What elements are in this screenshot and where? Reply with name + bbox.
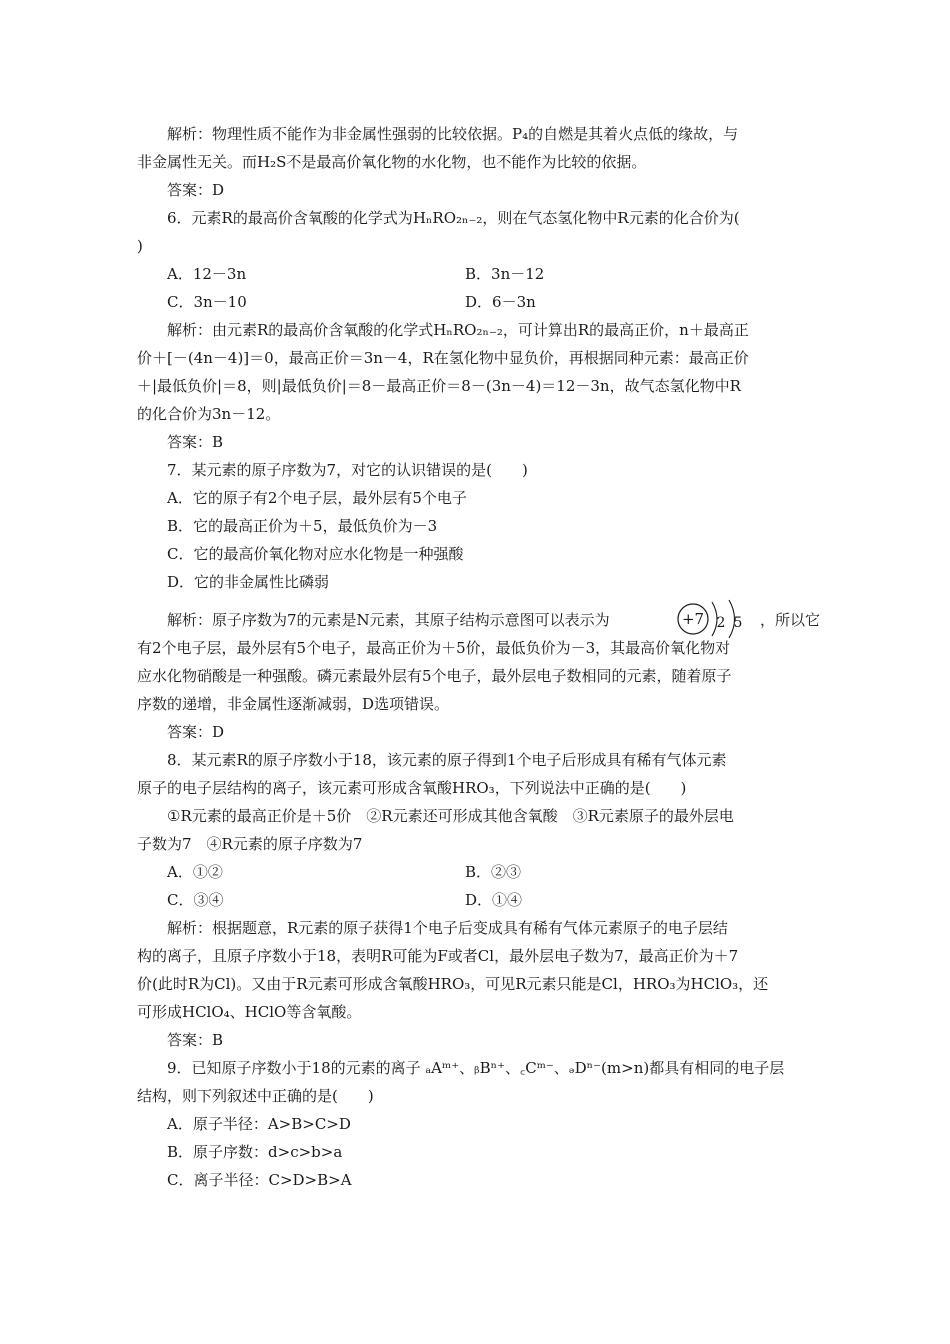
q7-analysis-line-1b: ，所以它 xyxy=(760,611,821,629)
nucleus-charge: +7 xyxy=(681,610,705,628)
q8-analysis-line-2: 构的离子，且原子序数小于18，表明R可能为F或者Cl，最外层电子数为7，最高正价为＋7 xyxy=(137,947,739,965)
q7-option-a: A．它的原子有2个电子层，最外层有5个电子 xyxy=(167,489,467,507)
q7-option-b: B．它的最高正价为＋5，最低负价为－3 xyxy=(167,517,438,535)
q5-answer: 答案：D xyxy=(167,181,225,199)
q8-option-b: B．②③ xyxy=(465,863,522,881)
q8-stem-line-2: 原子的电子层结构的离子，该元素可形成含氧酸HRO₃，下列说法中正确的是( ) xyxy=(137,779,687,797)
q8-statements-line-1: ①R元素的最高正价是＋5价 ②R元素还可形成其他含氧酸 ③R元素原子的最外层电 xyxy=(167,807,734,825)
q9-stem-line-1: 9．已知原子序数小于18的元素的离子 ₐAᵐ⁺、ᵦBⁿ⁺、꜀Cᵐ⁻、ₔDⁿ⁻(m>n)都具有相同的电子层 xyxy=(167,1059,785,1077)
q8-statements-line-2: 子数为7 ④R元素的原子序数为7 xyxy=(137,835,363,853)
q6-analysis-line-2: 价＋[－(4n－4)]＝0，最高正价＝3n－4，R在氢化物中显负价，再根据同种元素：最高正价 xyxy=(137,349,749,367)
q6-analysis-line-3: ＋|最低负价|＝8，则|最低负价|＝8－最高正价＝8－(3n－4)＝12－3n，故气态氢化物中R xyxy=(137,377,741,395)
q8-analysis-line-3: 价(此时R为Cl)。又由于R元素可形成含氧酸HRO₃，可见R元素只能是Cl，HRO₃为HClO₃，还 xyxy=(137,975,769,993)
q6-option-c: C．3n－10 xyxy=(167,293,247,311)
q8-analysis-line-4: 可形成HClO₄、HClO等含氧酸。 xyxy=(137,1003,362,1021)
q5-analysis-line-2: 非金属性无关。而H₂S不是最高价氧化物的水化物，也不能作为比较的依据。 xyxy=(137,153,647,171)
q9-stem-line-2: 结构，则下列叙述中正确的是( ) xyxy=(137,1087,374,1105)
q5-analysis-line-1: 解析：物理性质不能作为非金属性强弱的比较依据。P₄的自燃是其着火点低的缘故，与 xyxy=(167,125,739,143)
q8-option-c: C．③④ xyxy=(167,891,224,909)
q7-analysis-line-1a: 解析：原子序数为7的元素是N元素，其原子结构示意图可以表示为 xyxy=(167,611,610,629)
q9-option-c: C．离子半径：C>D>B>A xyxy=(167,1171,352,1189)
q7-answer: 答案：D xyxy=(167,723,225,741)
q7-stem: 7．某元素的原子序数为7，对它的认识错误的是( ) xyxy=(167,461,528,479)
q8-option-a: A．①② xyxy=(167,863,223,881)
shell-2-count: 5 xyxy=(733,615,743,631)
q7-analysis-line-2: 有2个电子层，最外层有5个电子，最高正价为＋5价，最低负价为－3，其最高价氧化物对 xyxy=(137,639,731,657)
q6-answer: 答案：B xyxy=(167,433,224,451)
q6-option-d: D．6－3n xyxy=(465,293,536,311)
q6-option-a: A．12－3n xyxy=(167,265,247,283)
q7-analysis-line-4: 序数的递增，非金属性逐渐减弱，D选项错误。 xyxy=(137,695,450,713)
q8-answer: 答案：B xyxy=(167,1031,224,1049)
atom-structure-diagram xyxy=(676,596,756,642)
q6-analysis-line-4: 的化合价为3n－12。 xyxy=(137,405,281,423)
q8-stem-line-1: 8．某元素R的原子序数小于18，该元素的原子得到1个电子后形成具有稀有气体元素 xyxy=(167,751,727,769)
q7-option-c: C．它的最高价氧化物对应水化物是一种强酸 xyxy=(167,545,464,563)
q7-analysis-line-3: 应水化物硝酸是一种强酸。磷元素最外层有5个电子，最外层电子数相同的元素，随着原子 xyxy=(137,667,732,685)
q8-analysis-line-1: 解析：根据题意，R元素的原子获得1个电子后变成具有稀有气体元素原子的电子层结 xyxy=(167,919,728,937)
shell-1-count: 2 xyxy=(716,615,726,631)
q6-analysis-line-1: 解析：由元素R的最高价含氧酸的化学式HₙRO₂ₙ₋₂，可计算出R的最高正价，n＋最高正 xyxy=(167,321,749,339)
q6-stem-line-2: ) xyxy=(137,237,143,255)
q9-option-a: A．原子半径：A>B>C>D xyxy=(167,1115,351,1133)
q8-option-d: D．①④ xyxy=(465,891,523,909)
q6-stem-line-1: 6．元素R的最高价含氧酸的化学式为HₙRO₂ₙ₋₂，则在气态氢化物中R元素的化合价为( xyxy=(167,209,740,227)
q6-option-b: B．3n－12 xyxy=(465,265,545,283)
q7-option-d: D．它的非金属性比磷弱 xyxy=(167,573,330,591)
q9-option-b: B．原子序数：d>c>b>a xyxy=(167,1143,343,1161)
